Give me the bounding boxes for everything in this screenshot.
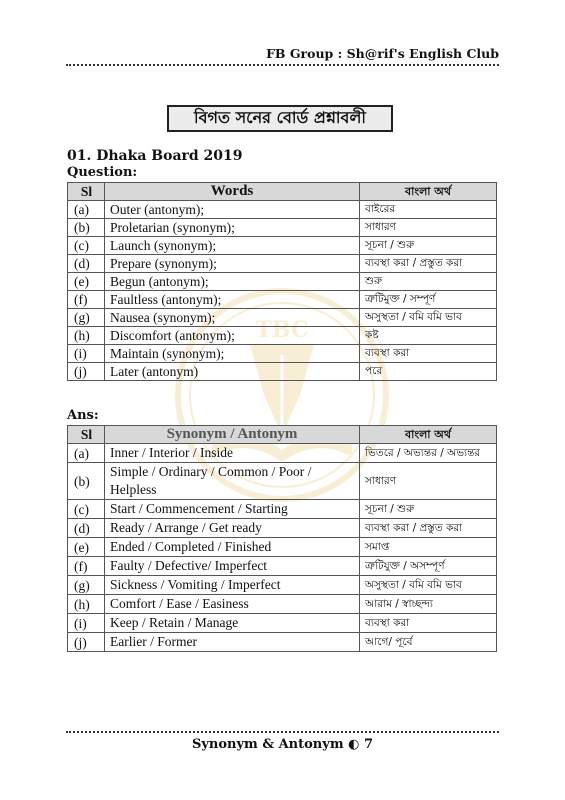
row-bangla: ত্রুটিমুক্ত / সম্পূর্ণ — [360, 291, 497, 309]
row-sl: (d) — [68, 255, 105, 273]
col-header-sl: Sl — [68, 426, 105, 444]
answer-table-header — [68, 426, 497, 444]
row-word: Prepare (synonym); — [105, 255, 360, 273]
row-bangla: আগে/ পূর্বে — [360, 633, 497, 652]
row-bangla: ব্যবস্থা করা — [360, 345, 497, 363]
row-sl: (b) — [68, 463, 105, 500]
row-bangla: ত্রুটিযুক্ত / অসম্পূর্ণ — [360, 557, 497, 576]
row-bangla: অসুস্থতা / বমি বমি ভাব — [360, 309, 497, 327]
table-row — [68, 633, 497, 652]
col-header-sl: Sl — [68, 183, 105, 201]
table-row — [68, 309, 497, 327]
row-word: Launch (synonym); — [105, 237, 360, 255]
table-row — [68, 201, 497, 219]
row-bangla: বাইরের — [360, 201, 497, 219]
question-table-header — [68, 183, 497, 201]
row-word: Sickness / Vomiting / Imperfect — [105, 576, 360, 595]
table-row — [68, 291, 497, 309]
row-sl: (e) — [68, 538, 105, 557]
table-row — [68, 363, 497, 381]
page-header: FB Group : Sh@rif's English Club — [266, 46, 499, 61]
table-row — [68, 255, 497, 273]
row-word: Ended / Completed / Finished — [105, 538, 360, 557]
row-sl: (i) — [68, 614, 105, 633]
question-label: Question: — [67, 165, 138, 180]
row-sl: (h) — [68, 327, 105, 345]
row-word: Keep / Retain / Manage — [105, 614, 360, 633]
row-bangla: কষ্ট — [360, 327, 497, 345]
row-word: Discomfort (antonym); — [105, 327, 360, 345]
page-footer: Synonym & Antonym ◐ 7 — [191, 737, 374, 752]
row-sl: (a) — [68, 444, 105, 463]
row-word: Nausea (synonym); — [105, 309, 360, 327]
row-bangla: সমাপ্ত — [360, 538, 497, 557]
section-heading — [167, 105, 393, 132]
section-heading-text: বিগত সনের বোর্ড প্রশ্নাবলী — [194, 108, 366, 127]
table-row — [68, 519, 497, 538]
row-bangla: ব্যবস্থা করা — [360, 614, 497, 633]
table-row — [68, 273, 497, 291]
row-bangla: অসুস্থতা / বমি বমি ভাব — [360, 576, 497, 595]
table-row — [68, 614, 497, 633]
row-bangla: শুরু — [360, 273, 497, 291]
row-bangla: ভিতরে / অভ্যন্তর / অভ্যন্তর — [360, 444, 497, 463]
row-word: Earlier / Former — [105, 633, 360, 652]
table-row — [68, 576, 497, 595]
table-row — [68, 327, 497, 345]
row-word: Simple / Ordinary / Common / Poor / Helpless — [105, 463, 360, 500]
footer-divider — [66, 731, 499, 733]
row-sl: (e) — [68, 273, 105, 291]
board-title: 01. Dhaka Board 2019 — [67, 148, 243, 164]
header-divider — [66, 64, 499, 66]
row-word: Comfort / Ease / Easiness — [105, 595, 360, 614]
svg-text:TBC: TBC — [255, 317, 309, 343]
row-sl: (g) — [68, 309, 105, 327]
row-bangla: সূচনা / শুরু — [360, 237, 497, 255]
table-row — [68, 500, 497, 519]
table-row — [68, 595, 497, 614]
row-sl: (d) — [68, 519, 105, 538]
col-header-bangla: বাংলা অর্থ — [360, 426, 497, 444]
row-bangla: ব্যবস্থা করা / প্রস্তুত করা — [360, 519, 497, 538]
row-word: Maintain (synonym); — [105, 345, 360, 363]
row-word: Inner / Interior / Inside — [105, 444, 360, 463]
row-word: Outer (antonym); — [105, 201, 360, 219]
table-row — [68, 557, 497, 576]
row-bangla: আরাম / স্বাচ্ছন্দ্য — [360, 595, 497, 614]
col-header-synonym-antonym: Synonym / Antonym — [105, 426, 360, 444]
row-word: Begun (antonym); — [105, 273, 360, 291]
row-word: Faulty / Defective/ Imperfect — [105, 557, 360, 576]
col-header-words: Words — [105, 183, 360, 201]
row-sl: (b) — [68, 219, 105, 237]
row-word: Faultless (antonym); — [105, 291, 360, 309]
table-row — [68, 463, 497, 500]
row-sl: (f) — [68, 291, 105, 309]
answer-table — [67, 425, 497, 652]
row-sl: (f) — [68, 557, 105, 576]
row-sl: (i) — [68, 345, 105, 363]
row-bangla: সাধারণ — [360, 219, 497, 237]
row-sl: (c) — [68, 237, 105, 255]
col-header-bangla: বাংলা অর্থ — [360, 183, 497, 201]
row-sl: (h) — [68, 595, 105, 614]
row-sl: (c) — [68, 500, 105, 519]
row-bangla: সূচনা / শুরু — [360, 500, 497, 519]
table-row — [68, 219, 497, 237]
row-sl: (a) — [68, 201, 105, 219]
table-row — [68, 538, 497, 557]
table-row — [68, 345, 497, 363]
row-bangla: ব্যবস্থা করা / প্রস্তুত করা — [360, 255, 497, 273]
row-word: Start / Commencement / Starting — [105, 500, 360, 519]
table-row — [68, 444, 497, 463]
row-sl: (j) — [68, 633, 105, 652]
answer-label: Ans: — [67, 408, 99, 423]
row-word: Proletarian (synonym); — [105, 219, 360, 237]
question-table — [67, 182, 497, 381]
row-bangla: পরে — [360, 363, 497, 381]
row-sl: (j) — [68, 363, 105, 381]
row-word: Ready / Arrange / Get ready — [105, 519, 360, 538]
row-word: Later (antonym) — [105, 363, 360, 381]
table-row — [68, 237, 497, 255]
row-bangla: সাধারণ — [360, 463, 497, 500]
row-sl: (g) — [68, 576, 105, 595]
